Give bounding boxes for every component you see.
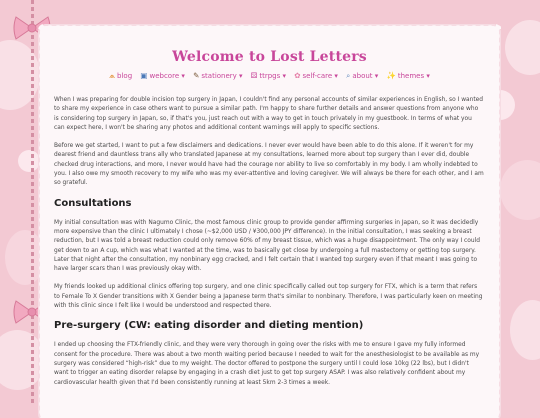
sparkles-icon: ✨ <box>386 71 396 80</box>
intro-paragraph: When I was preparing for double incision top surgery in Japan, I couldn't find any personal accounts of similar experiences in English, so I wanted to share my experience in case others want to pursue a similar path. I'm happy to share further details and answer questions from anyone who is considering top surgery in Japan, so, if that's you, just reach out with a way to get in touch privately in my guestbook. In terms of what you can expect here, I won't be sharing any photos and additional content warnings will apply to specific sections. <box>54 97 484 131</box>
rss-icon: ⩕ <box>109 71 116 80</box>
nav-item-label: blog <box>117 72 133 80</box>
nav-item-about[interactable] <box>346 71 378 81</box>
nav-item-label: ttrpgs ▾ <box>259 72 286 80</box>
dedication-paragraph: Before we get started, I want to put a few disclaimers and dedications. I never ever would have been able to do this alone. If it weren't for my dearest friend and dauntless trans ally who translated Japanese at my consultations, learned more about top surgery than I ever did, double checked drug interactions, and more, I never would have had the courage nor ability to live so comfortably in my body. I am wholly indebted to you. I also owe my smooth recovery to my wife who was my ever-attentive and loving caregiver. We will always be there for each other, and I am so grateful. <box>54 143 484 187</box>
pre-surgery-paragraph: I ended up choosing the FTX-friendly clinic, and they were very thorough in going over the risks with me to ensure I gave my fully informed consent for the procedure. There was about a two month waiting period because I needed to wait for the anesthesiologist to be available as my surgery was considered “high-risk” due to my weight. The doctor offered to postpone the surgery until I could lose 10kg (22 lbs), but I didn't want to trigger an eating disorder relapse by engaging in a crash diet just to get top surgery ASAP. I was also relatively confident about my cardiovascular health given that I'd been consistently running at least 5km 2-3 times a week. <box>54 342 480 386</box>
site-title: Welcome to Lost Letters <box>172 49 367 65</box>
nav-item-stationery[interactable] <box>193 71 242 80</box>
nav-item-themes[interactable] <box>387 71 430 80</box>
consultations-paragraph: My friends looked up additional clinics offering top surgery, and one clinic specifically called out top surgery for FTX, which is a term that refers to Female To X Gender transitions with X Gender being a Japanese term that's similar to nonbinary. Therefore, I was particularly keen on meeting with this clinic since I felt like I would be understood and respected there. <box>54 284 483 310</box>
consultations-paragraph: My initial consultation was with Nagumo Clinic, the most famous clinic group to provide gender affirming surgeries in Japan, so it was decidedly more expensive than the clinic I ultimately I chose (~$2,000 USD / ¥300,000 JPY difference). In the initial consultation, I was seeking a breast reduction, but I was told a breast reduction could only remove 60% of my breast tissue, which was a huge disappointment. The only way I could get down to an A cup, which was what I wanted at the time, was to basically get close by undergoing a full mastectomy or getting top surgery. Later that night after the consultation, my nonbinary egg cracked, and I felt certain that I wanted top surgery even if that meant I was going to have larger scars than I was previously okay with. <box>54 219 481 273</box>
nav-item-blog[interactable] <box>109 71 132 81</box>
main-navigation <box>42 71 497 81</box>
section-heading-pre-surgery: Pre-surgery (CW: eating disorder and dieting mention) <box>54 320 364 332</box>
cherry-blossom-decoration <box>510 300 540 360</box>
brain-icon: ✿ <box>294 71 301 80</box>
magnifier-icon: ⌕ <box>346 71 351 80</box>
nav-item-self-care[interactable] <box>294 71 338 80</box>
nav-item-label: stationery ▾ <box>201 72 243 80</box>
nav-item-label: self-care ▾ <box>302 72 338 80</box>
paintbrush-icon: ✎ <box>193 71 200 80</box>
cherry-blossom-decoration <box>505 20 540 75</box>
pearl-chain-decoration <box>31 0 34 405</box>
article-body <box>54 96 484 397</box>
nav-item-label: webcore ▾ <box>149 72 185 80</box>
cherry-blossom-decoration <box>500 160 540 220</box>
section-heading-consultations: Consultations <box>54 197 132 209</box>
nav-item-label: themes ▾ <box>397 72 430 80</box>
scalloped-edge <box>496 24 504 418</box>
nav-item-label: about ▾ <box>352 72 379 80</box>
nav-item-webcore[interactable] <box>140 71 184 80</box>
floppy-disk-icon: ▣ <box>140 71 148 80</box>
nav-item-ttrpgs[interactable] <box>251 71 286 80</box>
dice-icon: ⚄ <box>250 71 258 80</box>
cherry-blossom-decoration <box>0 40 40 110</box>
